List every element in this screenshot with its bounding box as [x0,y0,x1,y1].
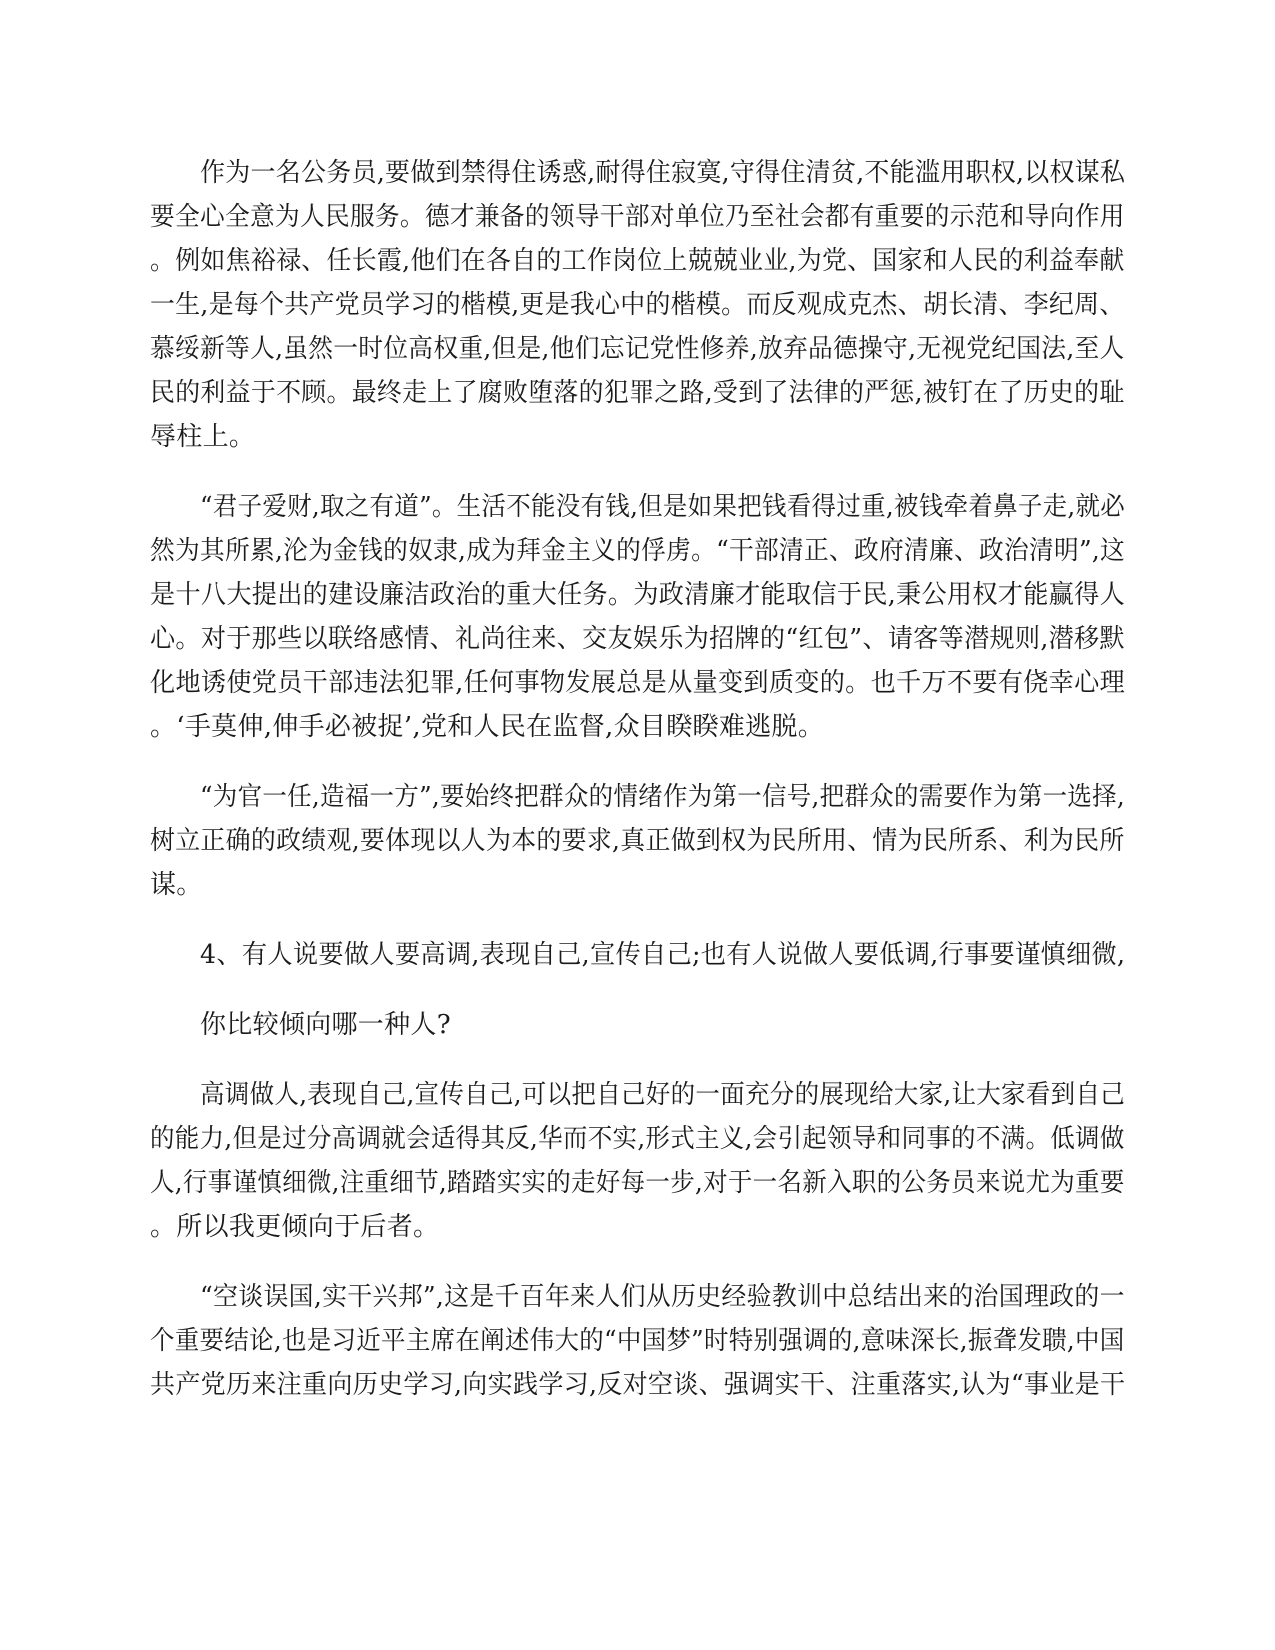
text-line: 民的利益于不顾。最终走上了腐败堕落的犯罪之路,受到了法律的严惩,被钉在了历史的耻 [150,378,1125,408]
text-line: 高调做人,表现自己,宣传自己,可以把自己好的一面充分的展现给大家,让大家看到自己 [200,1080,1126,1110]
text-line: 。例如焦裕禄、任长霞,他们在各自的工作岗位上兢兢业业,为党、国家和人民的利益奉献 [150,246,1125,276]
text-line: 一生,是每个共产党员学习的楷模,更是我心中的楷模。而反观成克杰、胡长清、李纪周、 [150,290,1125,320]
text-line: “为官一任,造福一方”,要始终把群众的情绪作为第一信号,把群众的需要作为第一选择, [200,782,1125,812]
text-line: 辱柱上。 [150,422,256,452]
text-line: 化地诱使党员干部违法犯罪,任何事物发展总是从量变到质变的。也千万不要有侥幸心理 [150,668,1126,698]
question-line: 你比较倾向哪一种人? [200,1010,451,1040]
text-line: 共产党历来注重向历史学习,向实践学习,反对空谈、强调实干、注重落实,认为“事业是干 [150,1370,1126,1400]
text-line: 作为一名公务员,要做到禁得住诱惑,耐得住寂寞,守得住清贫,不能滥用职权,以权谋私 [200,158,1126,188]
text-line: 。所以我更倾向于后者。 [150,1212,440,1242]
text-line: 人,行事谨慎细微,注重细节,踏踏实实的走好每一步,对于一名新入职的公务员来说尤为重要 [150,1168,1125,1198]
text-line: 谋。 [150,870,203,900]
text-line: 的能力,但是过分高调就会适得其反,华而不实,形式主义,会引起领导和同事的不满。低调做 [150,1124,1125,1154]
question-line: 4、有人说要做人要高调,表现自己,宣传自己;也有人说做人要低调,行事要谨慎细微, [200,940,1126,970]
text-line: 。‘手莫伸,伸手必被捉’,党和人民在监督,众目睽睽难逃脱。 [150,712,825,742]
text-line: 要全心全意为人民服务。德才兼备的领导干部对单位乃至社会都有重要的示范和导向作用 [150,202,1125,232]
text-line: 然为其所累,沦为金钱的奴隶,成为拜金主义的俘虏。“干部清正、政府清廉、政治清明”,这 [150,536,1125,566]
text-line: 个重要结论,也是习近平主席在阐述伟大的“中国梦”时特别强调的,意味深长,振聋发聩,中国 [150,1326,1125,1356]
text-line: 慕绥新等人,虽然一时位高权重,但是,他们忘记党性修养,放弃品德操守,无视党纪国法,至人 [150,334,1125,364]
text-line: “空谈误国,实干兴邦”,这是千百年来人们从历史经验教训中总结出来的治国理政的一 [200,1282,1125,1312]
text-line: 心。对于那些以联络感情、礼尚往来、交友娱乐为招牌的“红包”、请客等潜规则,潜移默 [150,624,1125,654]
text-line: 树立正确的政绩观,要体现以人为本的要求,真正做到权为民所用、情为民所系、利为民所 [150,826,1125,856]
text-line: “君子爱财,取之有道”。生活不能没有钱,但是如果把钱看得过重,被钱牵着鼻子走,就必 [200,492,1125,522]
text-line: 是十八大提出的建设廉洁政治的重大任务。为政清廉才能取信于民,秉公用权才能赢得人 [150,580,1126,610]
